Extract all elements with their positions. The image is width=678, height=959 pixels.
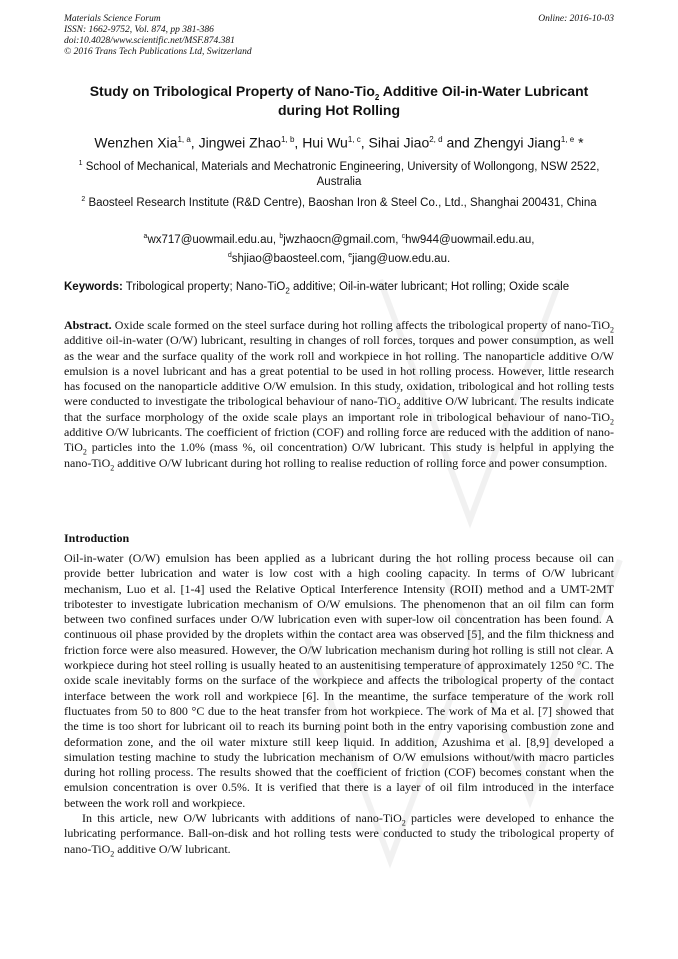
copyright-line: © 2016 Trans Tech Publications Ltd, Switzerland: [64, 47, 252, 57]
journal-header: [64, 14, 614, 58]
author-list: Wenzhen Xia$^{1, a}$, Jingwei Zhao$^{1, b}$, Hui Wu$^{1, c}$, Sihai Jiao$^{2, d}$ and Zhengyi Jiang$^{1, e}$ *: [94, 134, 584, 151]
email-link[interactable]: hw944@uowmail.edu.au,: [405, 233, 535, 246]
affiliation-2: $^2$ Baosteel Research Institute (R&D Centre), Baoshan Iron & Steel Co., Ltd., Shanghai 200431, China: [81, 196, 597, 209]
email-link[interactable]: jiang@uow.edu.au.: [352, 252, 451, 265]
keywords-line: Keywords: Tribological property; Nano-TiO$_2$ additive; Oil-in-water lubricant; Hot rolling; Oxide scale: [64, 281, 570, 296]
doi-line[interactable]: doi:10.4028/www.scientific.net/MSF.874.381: [64, 36, 235, 46]
abstract-label: Abstract.: [64, 318, 112, 332]
author-name: Jingwei Zhao: [198, 134, 282, 151]
author-name: Sihai Jiao: [368, 134, 430, 151]
introduction-section: [64, 551, 614, 857]
intro-paragraph-1: Oil-in-water (O/W) emulsion has been applied as a lubricant during the hot rolling process because oil can provide better lubrication and water is low cost with a high cooling capacity. In terms of O/W lubricant mechanism, Luo et al. [1-4] used the Relative Optical Interference Intensity (ROII) method and a UMT-2MT tribotester to investigate lubrication mechanism of O/W emulsions. The phenomenon that an oil film can form between two confined surfaces under O/W lubrication even with super-low oil concentration has been found. A continuous oil phase provided by the droplets within the contact area was observed [5], and the film thickness and friction force were also measured. However, the O/W lubrication mechanism during hot rolling is still not clear. A workpiece during hot steel rolling is usually heated to an austenitising temperature of approximately 1250 °C. The oxide scale inevitably forms on the surface of the workpiece and affects the tribological property of the contact interface between the work roll and workpiece [6]. In the meantime, the surface temperature of the work roll fluctuates from 50 to 800 °C due to the heat transfer from hot workpiece. The work of Ma et al. [7] showed that the time is too short for lubricant oil to reach its burning point both in the entry vaporising combustion zone and deformation zone, and the oil water mixture still keep liquid. In addition, Azushima et al. [8,9] developed a simulation testing machine to study the lubrication mechanism of O/W emulsions without/with macro particles during hot rolling process. The results showed that the coefficient of friction (COF) becomes constant when the emulsion concentration is over 0.5%. It is verified that there is a layer of oil film introduced in the interface between the work roll and workpiece.: [64, 551, 614, 810]
section-heading-introduction: Introduction: [64, 531, 130, 545]
author-name: Zhengyi Jiang: [473, 134, 561, 151]
paper-title: Study on Tribological Property of Nano-Tio$_2$ Additive Oil-in-Water Lubricant during Hot Rolling: [89, 83, 589, 118]
author-emails: $^a$wx717@uowmail.edu.au, $^b$jwzhaocn@gmail.com, $^c$hw944@uowmail.edu.au, $^d$shjiao@baosteel.com, $^e$jiang@uow.edu.au.: [143, 233, 535, 265]
journal-name: Materials Science Forum: [64, 14, 161, 24]
online-date: Online: 2016-10-03: [538, 14, 614, 24]
abstract-paragraph: Abstract. Oxide scale formed on the steel surface during hot rolling affects the tribological property of nano-TiO$_2$ additive oil-in-water (O/W) lubricant, resulting in changes of roll forces, torques and power consumption, as well as the wear and the surface quality of the work roll and workpiece in hot rolling. The nanoparticle additive O/W emulsion is a novel lubricant and has a great potential to be used in hot rolling process. However, little research has focused on the nanoparticle additive O/W emulsion. In this study, oxidation, tribological and hot rolling tests were conducted to investigate the tribological behaviour of nano-TiO$_2$ additive O/W lubricant. The results indicate that the surface morphology of the oxide scale plays an important role in tribological behaviour of nano-TiO$_2$ additive O/W lubricants. The coefficient of friction (COF) and rolling force are reduced with the addition of nano-TiO$_2$ particles into the 1.0% (mass %, oil concentration) O/W lubricant. This study is helpful in applying the nano-TiO$_2$ additive O/W lubricant during hot rolling to realise reduction of rolling force and power consumption.: [64, 318, 614, 473]
issn-line: ISSN: 1662-9752, Vol. 874, pp 381-386: [64, 25, 214, 35]
author-name: Wenzhen Xia: [94, 134, 178, 151]
email-link[interactable]: jwzhaocn@gmail.com,: [283, 233, 402, 246]
keywords-label: Keywords:: [64, 281, 123, 293]
affiliation-1: $^1$ School of Mechanical, Materials and Mechatronic Engineering, University of Wollongong, NSW 2522, Australia: [78, 160, 600, 188]
intro-paragraph-2: In this article, new O/W lubricants with additions of nano-TiO$_2$ particles were developed to enhance the lubricating performance. Ball-on-disk and hot rolling tests were conducted to study the tribological property of nano-TiO$_2$ additive O/W lubricant.: [64, 811, 615, 859]
email-link[interactable]: shjiao@baosteel.com,: [231, 252, 349, 265]
email-link[interactable]: wx717@uowmail.edu.au,: [147, 233, 280, 246]
author-name: Hui Wu: [302, 134, 348, 151]
